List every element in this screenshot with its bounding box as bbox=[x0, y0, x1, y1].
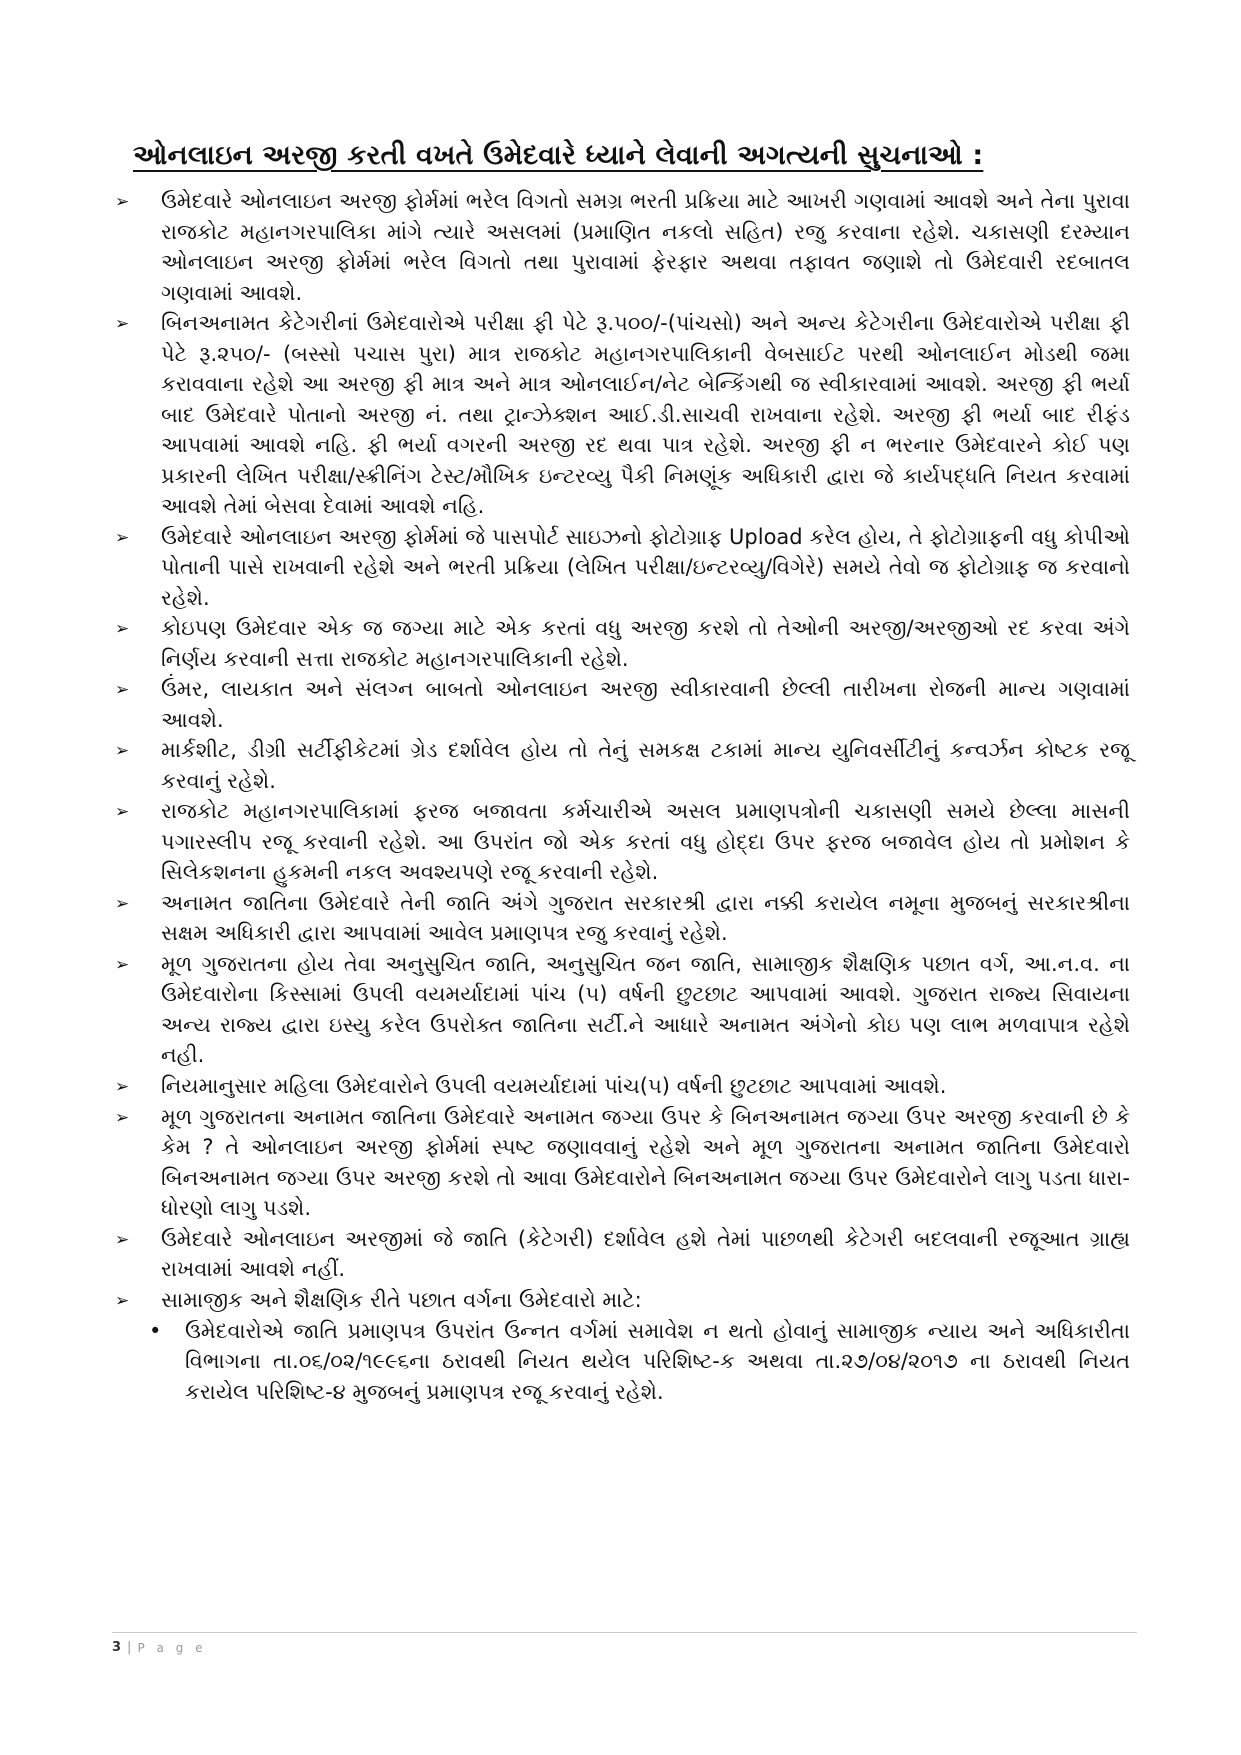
arrow-bullet-icon: ➢ bbox=[115, 741, 130, 761]
sub-list-item-text: ઉમેદવારોએ જાતિ પ્રમાણપત્ર ઉપરાંત ઉન્નત વર્ગમાં સમાવેશ ન થતો હોવાનું સામાજીક ન્યાય અને અધિકારીતા વિભાગના તા.૦૬/૦૨/૧૯૯૬ના ઠરાવથી નિયત થયેલ પરિશિષ્ટ-ક અથવા તા.૨૭/૦૪/૨૦૧૭ ના ઠરાવથી નિયત કરાયેલ પરિશિષ્ટ-૪ મુજબનું પ્રમાણપત્ર રજૂ કરવાનું રહેશે. bbox=[185, 1318, 1130, 1404]
page-footer bbox=[112, 1632, 1137, 1655]
arrow-bullet-icon: ➢ bbox=[115, 1107, 130, 1128]
list-item-text: માર્કશીટ, ડીગ્રી સર્ટીફીકેટમાં ગ્રેડ દર્શાવેલ હોય તો તેનું સમકક્ષ ટકામાં માન્ય યુનિવર્સીટીનું કન્વર્ઝન કોષ્ટક રજૂ કરવાનું રહેશે. bbox=[161, 738, 1130, 793]
list-item-text: ઉંમર, લાયકાત અને સંલગ્ન બાબતો ઓનલાઇન અરજી સ્વીકારવાની છેલ્લી તારીખના રોજની માન્ય ગણવામાં આવશે. bbox=[161, 677, 1130, 732]
arrow-bullet-icon: ➢ bbox=[115, 527, 130, 548]
list-item bbox=[115, 613, 1130, 674]
page-number: 3 bbox=[112, 1640, 122, 1655]
arrow-bullet-icon: ➢ bbox=[115, 680, 130, 700]
arrow-bullet-icon: ➢ bbox=[115, 619, 130, 639]
list-item bbox=[115, 1071, 1130, 1102]
page-title: ઓનલાઇન અરજી કરતી વખતે ઉમેદવારે ધ્યાને લેવાની અગત્યની સુચનાઓ : bbox=[133, 140, 984, 171]
footer-separator: | bbox=[127, 1640, 132, 1655]
arrow-bullet-icon: ➢ bbox=[115, 893, 130, 914]
list-item bbox=[115, 1102, 1130, 1224]
arrow-bullet-icon: ➢ bbox=[115, 1229, 130, 1250]
list-item-text: કોઇપણ ઉમેદવાર એક જ જગ્યા માટે એક કરતાં વધુ અરજી કરશે તો તેઓની અરજી/અરજીઓ રદ કરવા અંગે નિર્ણય કરવાની સત્તા રાજકોટ મહાનગરપાલિકાની રહેશે. bbox=[161, 616, 1130, 671]
list-item bbox=[115, 1285, 1130, 1316]
arrow-bullet-icon: ➢ bbox=[115, 802, 130, 822]
arrow-bullet-icon: ➢ bbox=[115, 314, 130, 334]
arrow-bullet-icon: ➢ bbox=[115, 1290, 130, 1311]
list-item bbox=[115, 186, 1130, 308]
list-item-text: મૂળ ગુજરાતના અનામત જાતિના ઉમેદવારે અનામત જગ્યા ઉપર કે બિનઅનામત જગ્યા ઉપર અરજી કરવાની છે કે કેમ ? તે ઓનલાઇન અરજી ફોર્મમાં સ્પષ્ટ જણાવવાનું રહેશે અને મૂળ ગુજરાતના અનામત જાતિના ઉમેદવારો બિનઅનામત જગ્યા ઉપર અરજી કરશે તો આવા ઉમેદવારોને બિનઅનામત જગ્યા ઉપર ઉમેદવારોને લાગુ પડતા ધારા-ધોરણો લાગુ પડશે. bbox=[161, 1104, 1130, 1220]
list-item-text: નિયમાનુસાર મહિલા ઉમેદવારોને ઉપલી વયમર્યાદામાં પાંચ(૫) વર્ષની છુટછાટ આપવામાં આવશે. bbox=[161, 1073, 947, 1098]
list-item-text: સામાજીક અને શૈક્ષણિક રીતે પછાત વર્ગના ઉમેદવારો માટે: bbox=[161, 1287, 642, 1312]
arrow-bullet-icon: ➢ bbox=[115, 1076, 130, 1097]
list-item bbox=[115, 949, 1130, 1071]
instructions-list bbox=[115, 186, 1130, 1407]
list-item-text: ઉમેદવારે ઓનલાઇન અરજી ફોર્મમાં ભરેલ વિગતો સમગ્ર ભરતી પ્રક્રિયા માટે આખરી ગણવામાં આવશે અને તેના પુરાવા રાજકોટ મહાનગરપાલિકા માંગે ત્યારે અસલમાં (પ્રમાણિત નકલો સહિત) રજુ કરવાના રહેશે. ચકાસણી દરમ્યાન ઓનલાઇન અરજી ફોર્મમાં ભરેલ વિગતો તથા પુરાવામાં ફેરફાર અથવા તફાવત જણાશે તો ઉમેદવારી રદબાતલ ગણવામાં આવશે. bbox=[161, 189, 1130, 305]
sub-list-item bbox=[115, 1316, 1130, 1408]
footer-page-label: P a g e bbox=[137, 1640, 207, 1655]
document-page bbox=[115, 140, 1130, 1407]
list-item bbox=[115, 735, 1130, 796]
list-item-text: બિનઅનામત કેટેગરીનાં ઉમેદવારોએ પરીક્ષા ફી પેટે રૂ.૫૦૦/-(પાંચસો) અને અન્ય કેટેગરીના ઉમેદવારોએ પરીક્ષા ફી પેટે રૂ.૨૫૦/- (બસ્સો પચાસ પુરા) માત્ર રાજકોટ મહાનગરપાલિકાની વેબસાઈટ પરથી ઓનલાઈન મોડથી જમા કરાવવાના રહેશે આ અરજી ફી માત્ર અને માત્ર ઓનલાઈન/નેટ બેન્કિંગથી જ સ્વીકારવામાં આવશે. અરજી ફી ભર્યા બાદ ઉમેદવારે પોતાનો અરજી નં. તથા ટ્રાન્ઝેક્શન આઈ.ડી.સાચવી રાખવાના રહેશે. અરજી ફી ભર્યા બાદ રીફંડ આપવામાં આવશે નહિ. ફી ભર્યા વગરની અરજી રદ થવા પાત્ર રહેશે. અરજી ફી ન ભરનાર ઉમેદવારને કોઈ પણ પ્રકારની લેખિત પરીક્ષા/સ્ક્રીનિંગ ટેસ્ટ/મૌખિક ઇન્ટરવ્યુ પૈકી નિમણૂંક અધિકારી દ્વારા જે કાર્યપદ્ધતિ નિયત કરવામાં આવશે તેમાં બેસવા દેવામાં આવશે નહિ. bbox=[161, 311, 1130, 518]
dot-bullet-icon: • bbox=[149, 1318, 162, 1343]
list-item bbox=[115, 888, 1130, 949]
list-item-text: ઉમેદવારે ઓનલાઇન અરજી ફોર્મમાં જે પાસપોર્ટ સાઇઝનો ફોટોગ્રાફ Upload કરેલ હોય, તે ફોટોગ્રાફની વધુ કોપીઓ પોતાની પાસે રાખવાની રહેશે અને ભરતી પ્રક્રિયા (લેખિત પરીક્ષા/ઇન્ટરવ્યુ/વિગેરે) સમયે તેવો જ ફોટોગ્રાફ જ કરવાનો રહેશે. bbox=[161, 524, 1130, 610]
list-item-text: અનામત જાતિના ઉમેદવારે તેની જાતિ અંગે ગુજરાત સરકારશ્રી દ્વારા નક્કી કરાયેલ નમૂના મુજબનું સરકારશ્રીના સક્ષમ અધિકારી દ્વારા આપવામાં આવેલ પ્રમાણપત્ર રજુ કરવાનું રહેશે. bbox=[161, 890, 1130, 945]
list-item bbox=[115, 796, 1130, 888]
list-item-text: રાજકોટ મહાનગરપાલિકામાં ફરજ બજાવતા કર્મચારીએ અસલ પ્રમાણપત્રોની ચકાસણી સમયે છેલ્લા માસની પગારસ્લીપ રજૂ કરવાની રહેશે. આ ઉપરાંત જો એક કરતાં વધુ હોદ્દા ઉપર ફરજ બજાવેલ હોય તો પ્રમોશન કે સિલેકશનના હુકમની નકલ અવશ્યપણે રજૂ કરવાની રહેશે. bbox=[161, 799, 1130, 884]
list-item bbox=[115, 1224, 1130, 1285]
list-item bbox=[115, 674, 1130, 735]
list-item bbox=[115, 308, 1130, 522]
arrow-bullet-icon: ➢ bbox=[115, 192, 130, 212]
arrow-bullet-icon: ➢ bbox=[115, 954, 130, 975]
list-item-text: મૂળ ગુજરાતના હોય તેવા અનુસુચિત જાતિ, અનુસુચિત જન જાતિ, સામાજીક શૈક્ષણિક પછાત વર્ગ, આ.ન.વ. ના ઉમેદવારોના કિસ્સામાં ઉપલી વયમર્યાદામાં પાંચ (૫) વર્ષની છુટછાટ આપવામાં આવશે. ગુજરાત રાજ્ય સિવાયના અન્ય રાજ્ય દ્વારા ઇસ્યુ કરેલ ઉપરોક્ત જાતિના સર્ટી.ને આધારે અનામત અંગેનો કોઇ પણ લાભ મળવાપાત્ર રહેશે નહી. bbox=[161, 951, 1130, 1067]
list-item-text: ઉમેદવારે ઓનલાઇન અરજીમાં જે જાતિ (કેટેગરી) દર્શાવેલ હશે તેમાં પાછળથી કેટેગરી બદલવાની રજૂઆત ગ્રાહ્ય રાખવામાં આવશે નહીં. bbox=[161, 1226, 1130, 1281]
list-item bbox=[115, 522, 1130, 614]
